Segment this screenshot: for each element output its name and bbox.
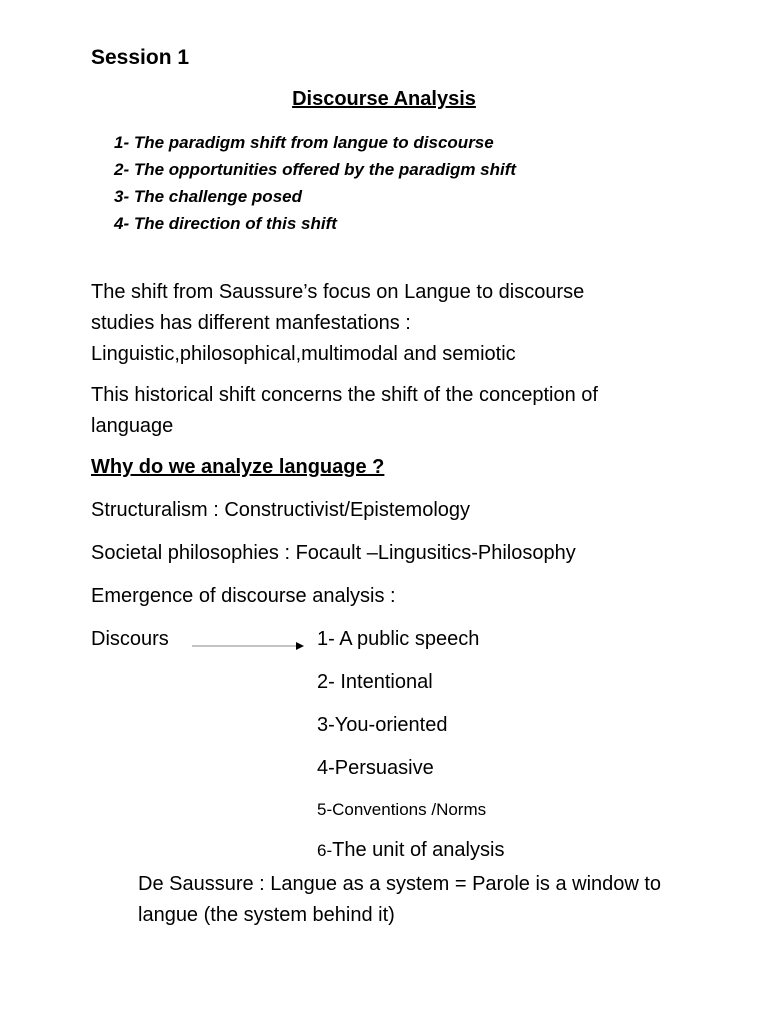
paragraph-historical — [91, 380, 598, 442]
why-heading: Why do we analyze language ? — [91, 456, 385, 478]
discours-meaning: 5-Conventions /Norms — [317, 800, 487, 819]
meaning-text: The unit of analysis — [332, 839, 505, 861]
paragraph-line: De Saussure : Langue as a system = Parole is a window to — [138, 873, 662, 895]
structuralism-line: Structuralism : Constructivist/Epistemology — [91, 499, 471, 521]
meaning-number: 6- — [317, 841, 333, 860]
arrow-icon — [192, 639, 304, 653]
outline-list — [114, 129, 516, 237]
outline-item: 2- The opportunities offered by the paradigm shift — [114, 160, 517, 179]
discours-meaning: 2- Intentional — [317, 671, 433, 693]
emergence-line: Emergence of discourse analysis : — [91, 585, 396, 607]
discours-meaning — [317, 839, 504, 862]
paragraph-line: This historical shift concerns the shift of the conception of — [91, 384, 598, 406]
paragraph-line: The shift from Saussure’s focus on Langue to discourse — [91, 281, 585, 303]
paragraph-line: Linguistic,philosophical,multimodal and semiotic — [91, 343, 516, 365]
outline-item: 1- The paradigm shift from langue to discourse — [114, 133, 494, 152]
session-heading: Session 1 — [91, 46, 190, 69]
discours-label: Discours — [91, 628, 169, 650]
paragraph-line: langue (the system behind it) — [138, 904, 395, 926]
discours-meaning: 1- A public speech — [317, 628, 480, 650]
outline-item: 4- The direction of this shift — [114, 214, 337, 233]
societal-line: Societal philosophies : Focault –Lingusitics-Philosophy — [91, 542, 576, 564]
discours-meaning: 3-You-oriented — [317, 714, 448, 736]
saussure-paragraph — [138, 869, 661, 931]
outline-item: 3- The challenge posed — [114, 187, 302, 206]
document-title: Discourse Analysis — [292, 88, 476, 110]
paragraph-line: language — [91, 415, 174, 437]
paragraph-line: studies has different manfestations : — [91, 312, 411, 334]
paragraph-shift — [91, 277, 584, 370]
discours-meaning: 4-Persuasive — [317, 757, 434, 779]
